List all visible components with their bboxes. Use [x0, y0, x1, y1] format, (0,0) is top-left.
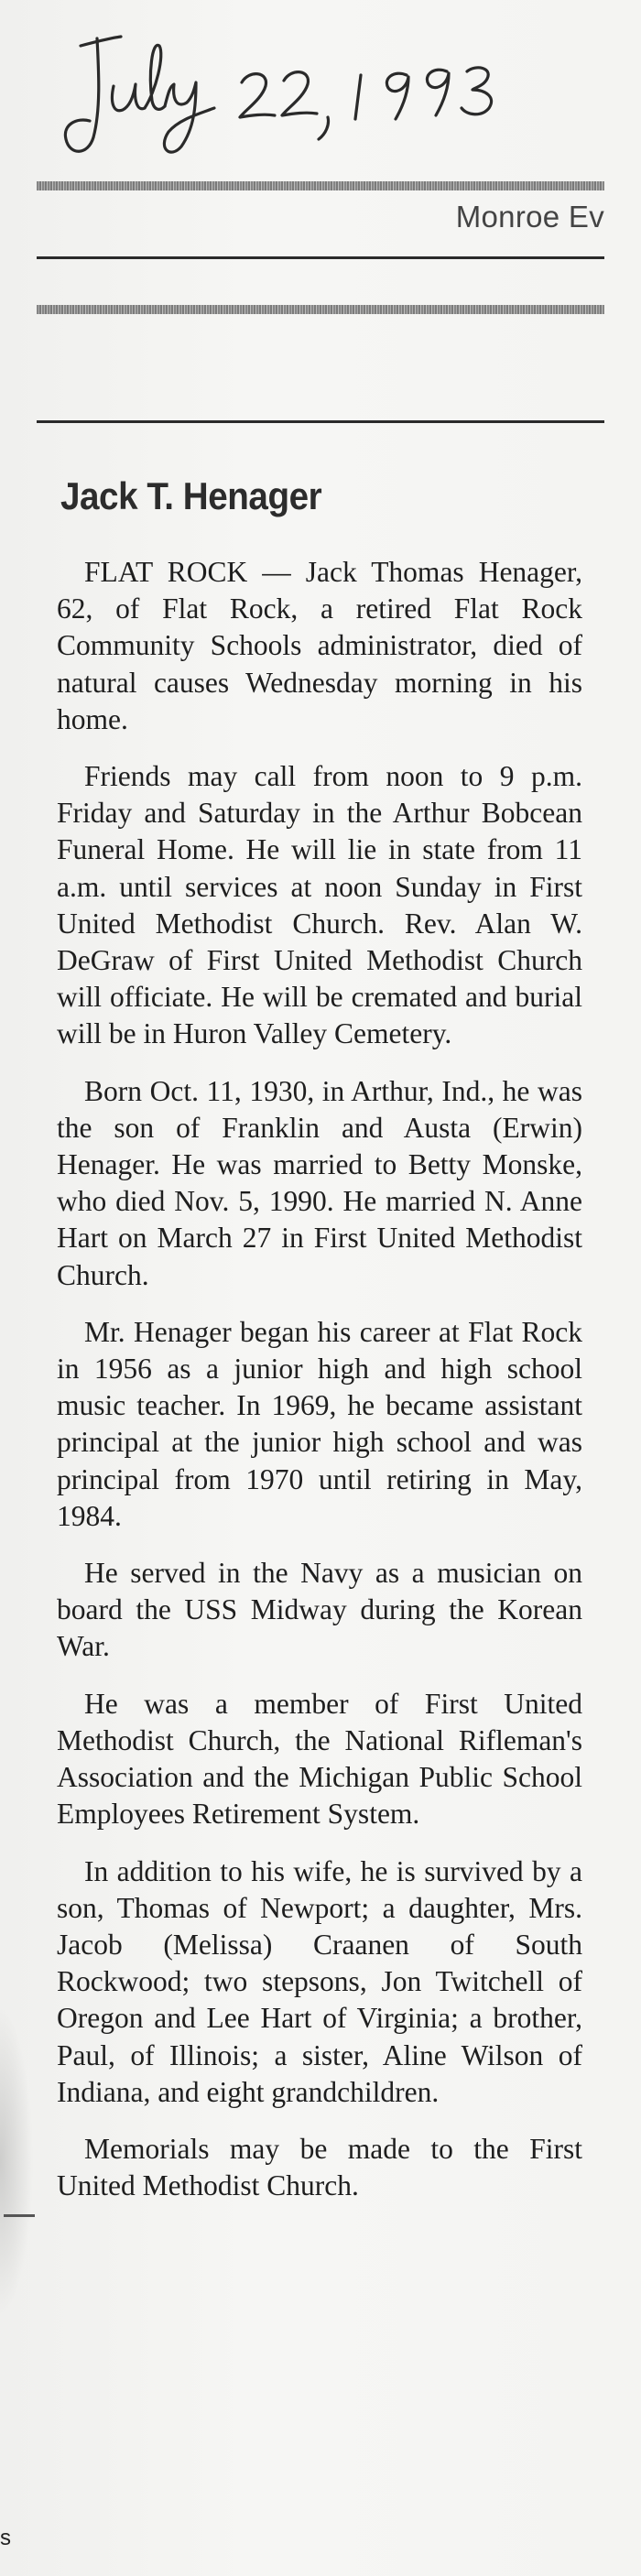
- article-paragraph: Mr. Henager began his career at Flat Rock in 1956 as a junior high and high school music teacher. In 1969, he became assistant principal at the junior high school and was principal from 1970 until retiring in May, 1984.: [57, 1315, 582, 1532]
- left-edge-smudge: [0, 2005, 33, 2317]
- left-edge-letter: s: [0, 2526, 11, 2550]
- top-halftone-rule: [37, 181, 604, 190]
- handwritten-date: [53, 18, 529, 165]
- masthead: Monroe Ev: [455, 200, 604, 234]
- article-paragraph: FLAT ROCK — Jack Thomas Henager, 62, of Flat Rock, a retired Flat Rock Community Schools administrator, died of natural causes Wednesday morning in his home.: [57, 556, 582, 735]
- article-body: [57, 554, 582, 2224]
- middle-halftone-rule: [37, 305, 604, 314]
- article-paragraph: Memorials may be made to the First United Methodist Church.: [57, 2132, 582, 2202]
- article-paragraph: In addition to his wife, he is survived by a son, Thomas of Newport; a daughter, Mrs. Jacob (Melissa) Craanen of South Rockwood; two stepsons, Jon Twitchell of Oregon and Lee Hart of Virginia; a brother, Paul, of Illinois; a sister, Aline Wilson of Indiana, and eight grandchildren.: [57, 1854, 582, 2108]
- headline: Jack T. Henager: [60, 474, 322, 517]
- masthead-rule: [37, 256, 604, 259]
- article-paragraph: He was a member of First United Methodist Church, the National Rifleman's Association and the Michigan Public School Employees Retirement System.: [57, 1687, 582, 1831]
- article-paragraph: Friends may call from noon to 9 p.m. Friday and Saturday in the Arthur Bobcean Funeral Home. He will lie in state from 11 a.m. until services at noon Sunday in First United Methodist Church. Rev. Alan W. DeGraw of First United Methodist Church will officiate. He will be cremated and burial will be in Huron Valley Cemetery.: [57, 760, 582, 1050]
- left-edge-mark: [4, 2214, 35, 2217]
- article-paragraph: He served in the Navy as a musician on board the USS Midway during the Korean War.: [57, 1557, 582, 1663]
- section-rule: [37, 420, 604, 423]
- article-paragraph: Born Oct. 11, 1930, in Arthur, Ind., he was the son of Franklin and Austa (Erwin) Henager. He was married to Betty Monske, who died Nov. 5, 1990. He married N. Anne Hart on March 27 in First United Methodist Church.: [57, 1074, 582, 1291]
- handwritten-date-ink: [53, 18, 529, 165]
